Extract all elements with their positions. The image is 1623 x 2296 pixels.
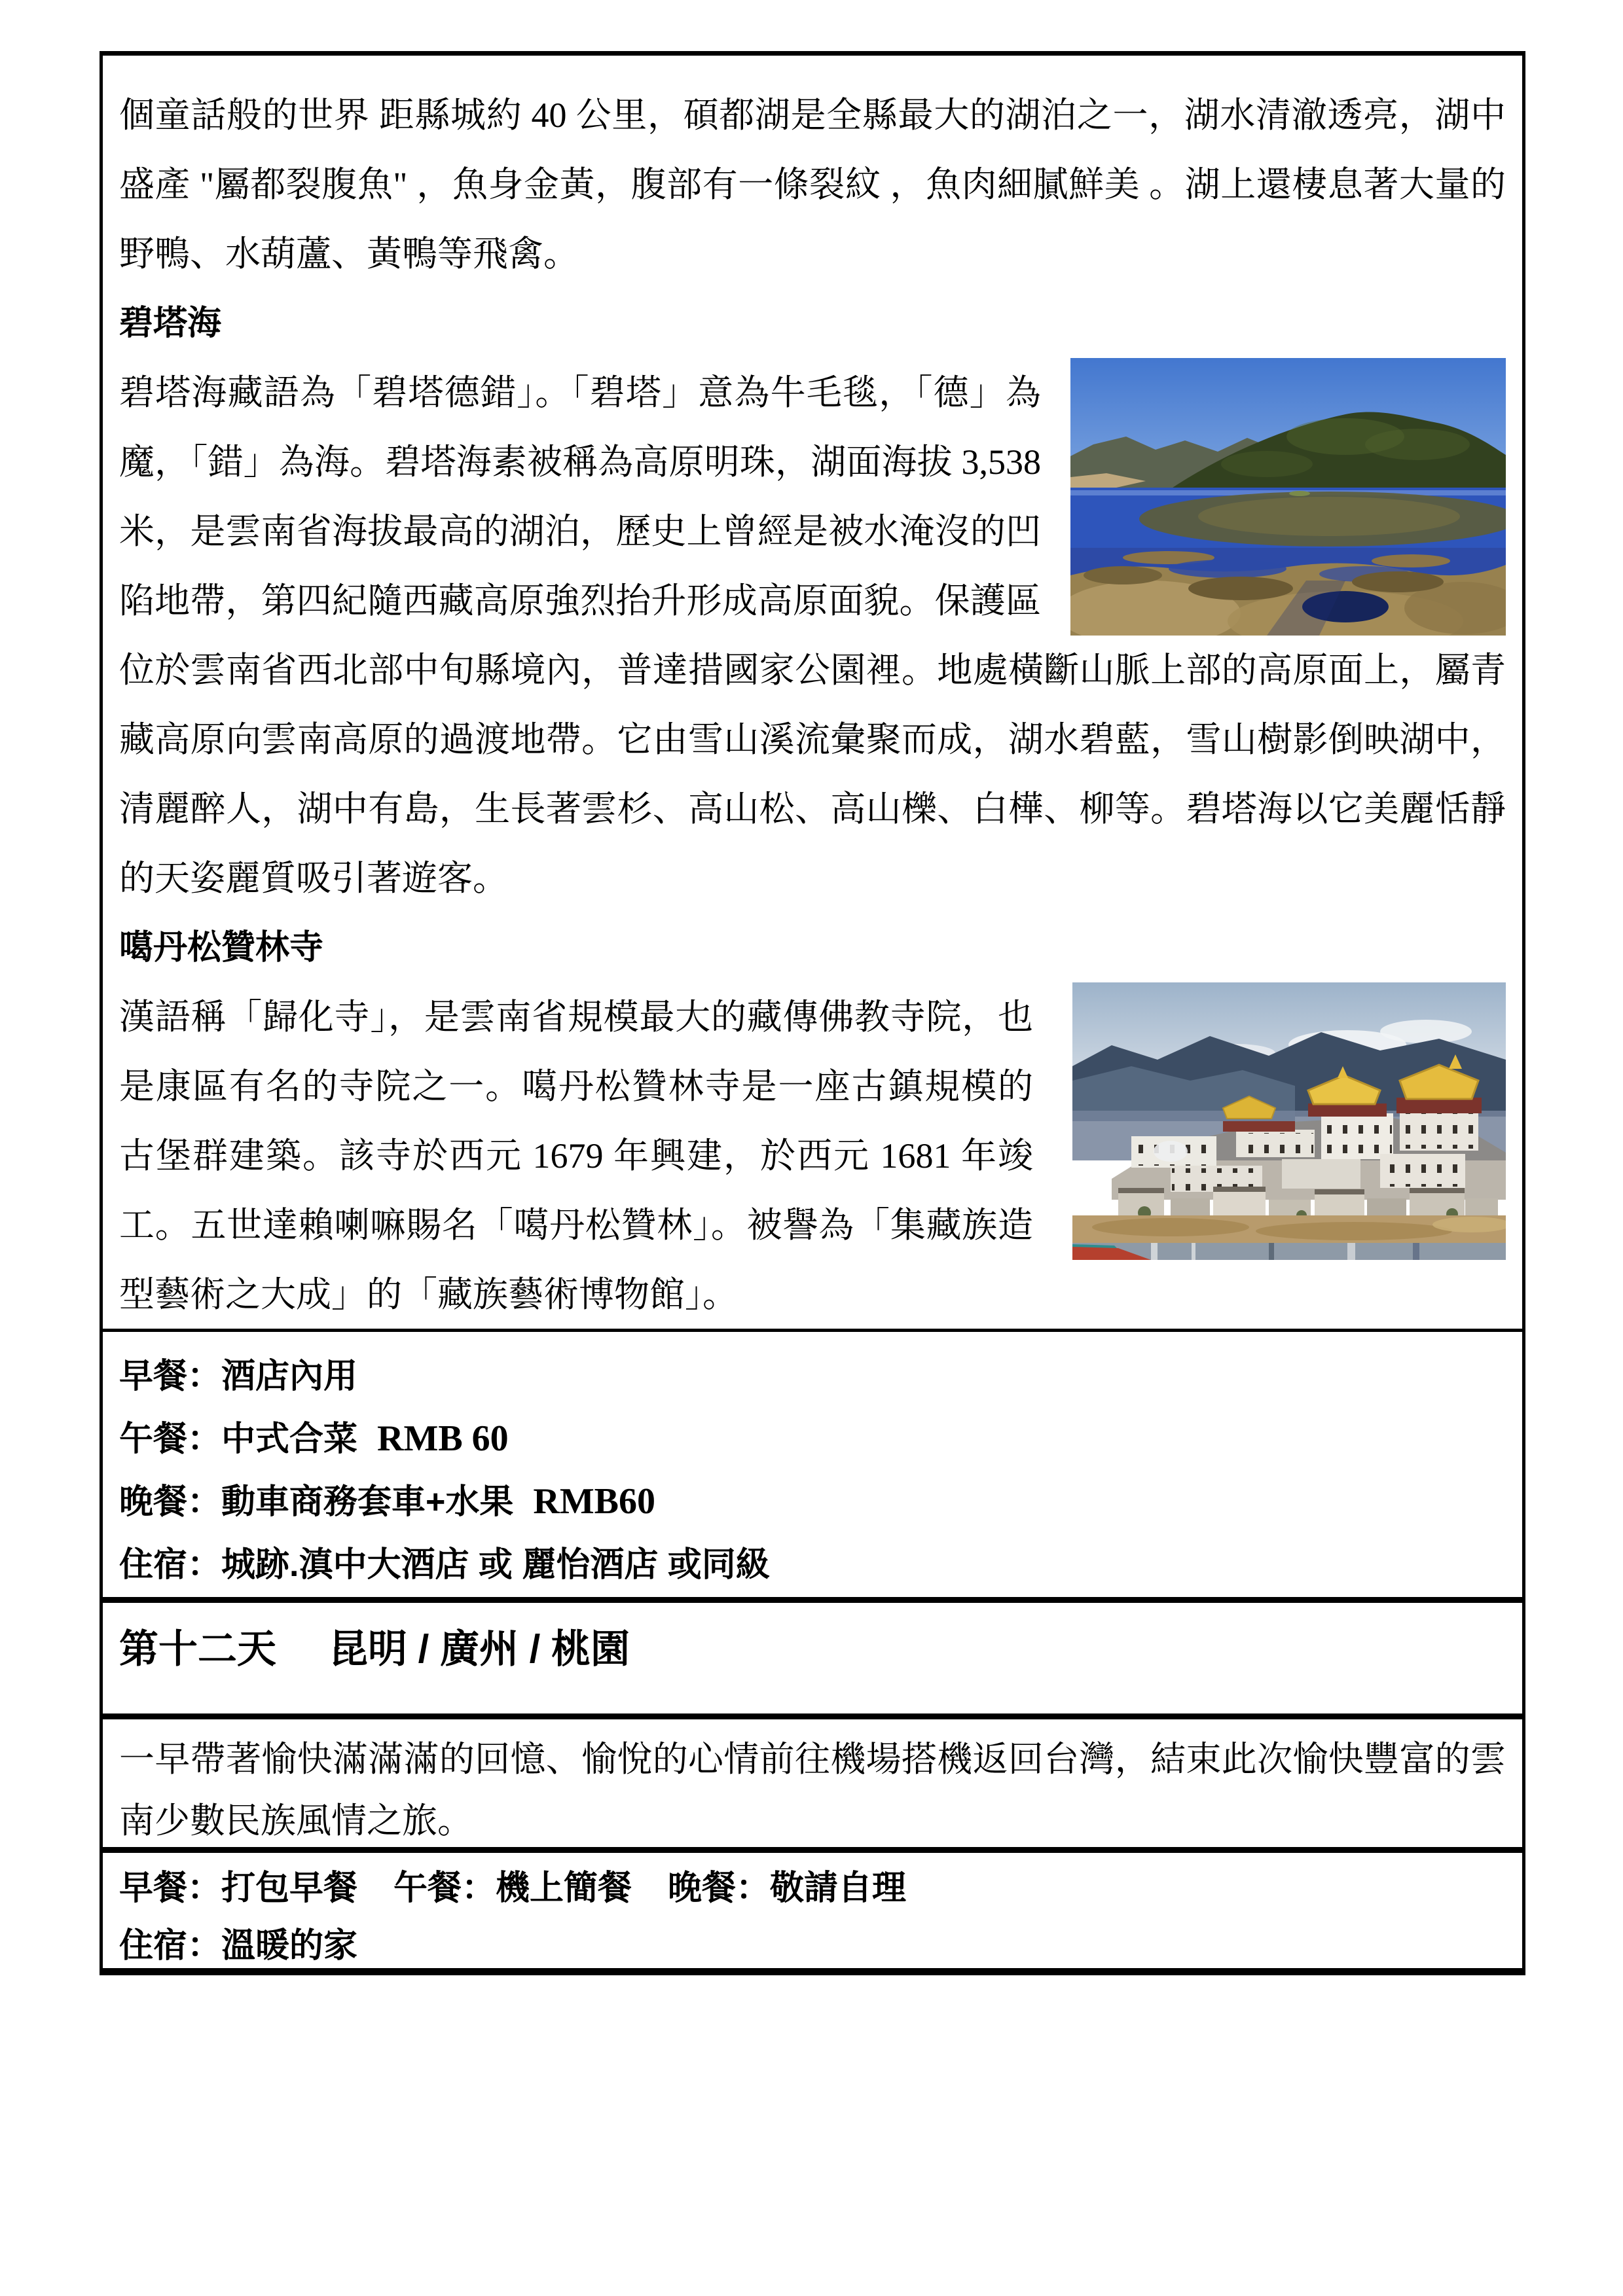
day12-description-paragraph: 一早帶著愉快滿滿滿的回憶、愉悅的心情前往機場搭機返回台灣，結束此次愉快豐富的雲南少數民族風情之旅。 bbox=[119, 1740, 1506, 1840]
lunch-line bbox=[119, 1408, 1506, 1471]
itinerary-table bbox=[100, 51, 1525, 1975]
intro-paragraph: 個童話般的世界 距縣城約 40 公里，碩都湖是全縣最大的湖泊之一，湖水清澈透亮，湖中盛產 "屬都裂腹魚" ，魚身金黃，腹部有一條裂紋 ，魚肉細膩鮮美 。湖上還棲息著大量的野鴨、水葫蘆、黃鴨等飛禽。 bbox=[119, 96, 1506, 274]
songzanlin-monastery-photo bbox=[1072, 982, 1506, 1260]
lodging-text: 住宿：城跡.滇中大酒店 或 麗怡酒店 或同級 bbox=[119, 1546, 770, 1584]
breakfast-line bbox=[119, 1345, 1506, 1408]
day12-meals-line bbox=[119, 1859, 1506, 1917]
day11-description-cell bbox=[103, 56, 1522, 1329]
lake-marsh-foreground bbox=[1070, 548, 1506, 636]
section-heading-bita-lake: 碧塔海 bbox=[119, 304, 222, 342]
section-heading-songzanlin: 噶丹松贊林寺 bbox=[119, 929, 324, 967]
bita-lake-illustration bbox=[1070, 358, 1506, 636]
dinner-line bbox=[119, 1471, 1506, 1534]
day12-title bbox=[119, 1613, 1506, 1685]
day12-header-cell bbox=[103, 1597, 1522, 1713]
day12-label: 第十二天 bbox=[119, 1627, 276, 1671]
breakfast-text: 早餐：酒店內用 bbox=[119, 1357, 358, 1395]
lodging-line bbox=[119, 1534, 1506, 1596]
day11-meals-cell bbox=[103, 1329, 1522, 1597]
monastery-foreground bbox=[1072, 1215, 1506, 1260]
day12-route: 昆明 / 廣州 / 桃園 bbox=[329, 1627, 630, 1671]
day12-lunch: 午餐：機上簡餐 bbox=[393, 1869, 632, 1907]
lunch-text: 午餐：中式合菜 bbox=[119, 1420, 358, 1458]
day12-breakfast: 早餐：打包早餐 bbox=[119, 1869, 358, 1907]
songzanlin-monastery-illustration bbox=[1072, 982, 1506, 1260]
dinner-price: RMB60 bbox=[533, 1481, 656, 1522]
dinner-text: 晚餐：動車商務套車+水果 bbox=[119, 1483, 514, 1521]
songzanlin-paragraph: 漢語稱「歸化寺」，是雲南省規模最大的藏傳佛教寺院，也是康區有名的寺院之一。噶丹松贊林寺是一座古鎮規模的古堡群建築。該寺於西元 1679 年興建，於西元 1681 年竣工。五世達賴喇嘛賜名「噶丹松贊林」。被譽為「集藏族造型藝術之大成」的「藏族藝術博物館」。 bbox=[119, 997, 1033, 1314]
day12-lodging-line: 住宿：溫暖的家 bbox=[119, 1927, 358, 1965]
bita-lake-photo bbox=[1070, 358, 1506, 636]
bita-lake-paragraph: 碧塔海藏語為「碧塔德錯」。「碧塔」意為牛毛毯，「德」為魔，「錯」為海。碧塔海素被稱為高原明珠，湖面海拔 3,538 米，是雲南省海拔最高的湖泊，歷史上曾經是被水淹沒的凹陷地帶，第四紀隨西藏高原強烈抬升形成高原面貌。保護區位於雲南省西北部中旬縣境內，普達措國家公園裡。地處橫斷山脈上部的高原面上，屬青藏高原向雲南高原的過渡地帶。它由雪山溪流彙聚而成，湖水碧藍，雪山樹影倒映湖中，清麗醉人，湖中有島，生長著雲杉、高山松、高山櫟、白樺、柳等。碧塔海以它美麗恬靜的天姿麗質吸引著遊客。 bbox=[119, 373, 1506, 898]
day12-meals-cell bbox=[103, 1847, 1522, 1968]
day12-description-cell bbox=[103, 1713, 1522, 1847]
lunch-price: RMB 60 bbox=[377, 1418, 509, 1459]
day12-dinner: 晚餐：敬請自理 bbox=[668, 1869, 907, 1907]
